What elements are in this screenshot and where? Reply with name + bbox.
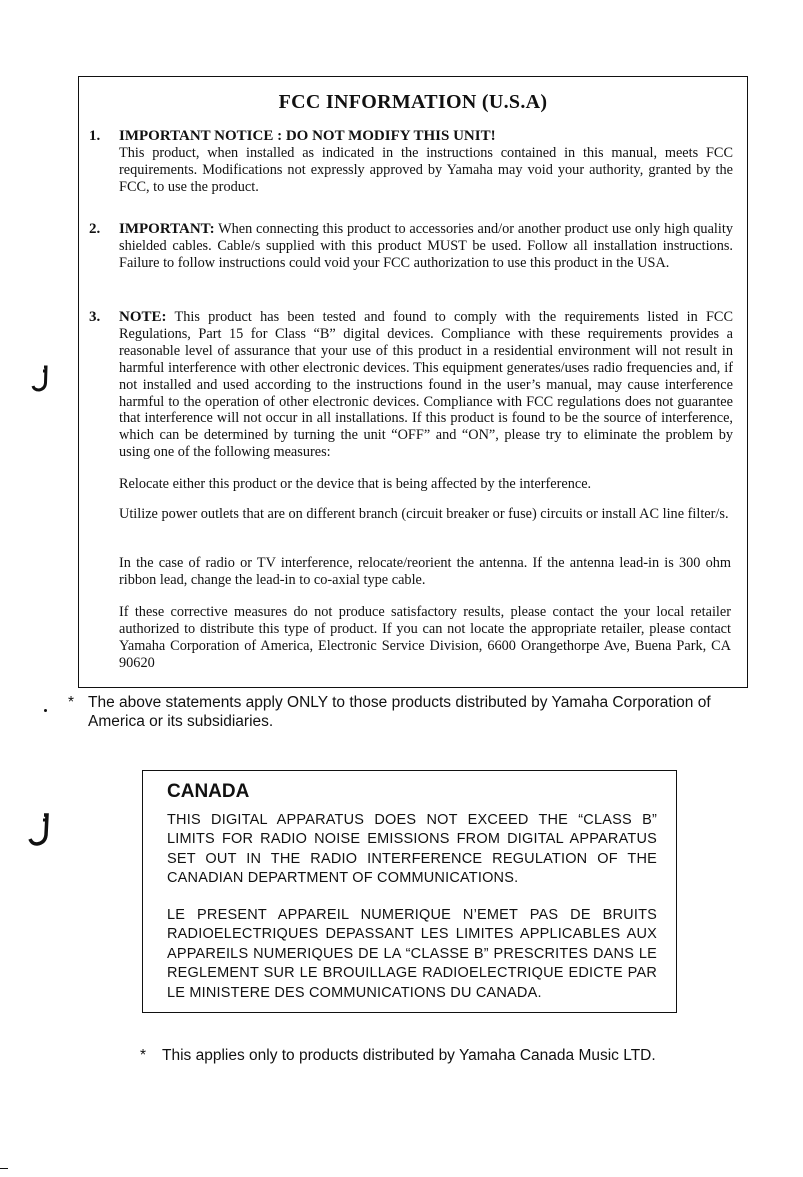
margin-check-mark-2 xyxy=(28,813,54,847)
item-heading: IMPORTANT NOTICE : DO NOT MODIFY THIS UNIT! xyxy=(119,128,496,144)
item-heading: IMPORTANT: xyxy=(119,221,215,237)
footnote-asterisk: * xyxy=(68,694,75,711)
item-text: This product, when installed as indicated in the instructions contained in this manual, meets FCC requirements. Modifications not expressly approved by Yamaha may void your authority, granted by the FCC, to use the product. xyxy=(119,144,733,195)
measure-relocate: Relocate either this product or the device that is being affected by the interference. xyxy=(119,476,592,492)
footnote-text: The above statements apply ONLY to those products distributed by Yamaha Corporation of America or its subsidiaries. xyxy=(88,694,711,730)
fcc-item-2 xyxy=(89,221,733,272)
canada-french-statement: LE PRESENT APPAREIL NUMERIQUE N’EMET PAS DE BRUITS RADIOELECTRIQUES DEPASSANT LES LIMITES APPLICABLES AUX APPAREILS NUMERIQUES DE LA “CLASSE B” PRESCRITES DANS LE REGLEMENT SUR LE BROUILLAGE RADIOELECTRIQUE EDICTE PAR LE MINISTERE DES COMMUNICATIONS DU CANADA. xyxy=(167,907,657,1001)
item-number: 2. xyxy=(89,221,101,237)
fcc-item-3 xyxy=(89,309,733,461)
measure-contact-retailer: If these corrective measures do not produce satisfactory results, please contact the your local retailer authorized to distribute this type of product. If you can not locate the appropriate retailer, please contact Yamaha Corporation of America, Electronic Service Division, 6600 Orangethorpe Ave, Buena Park, CA 90620 xyxy=(119,604,731,671)
canada-footnote xyxy=(140,1046,670,1065)
canada-english-statement: THIS DIGITAL APPARATUS DOES NOT EXCEED THE “CLASS B” LIMITS FOR RADIO NOISE EMISSIONS FROM DIGITAL APPARATUS SET OUT IN THE RADIO INTERFERENCE REGULATION OF THE CANADIAN DEPARTMENT OF COMMUNICATIONS. xyxy=(167,812,657,887)
canada-title: CANADA xyxy=(167,781,250,802)
fcc-title: FCC INFORMATION (U.S.A) xyxy=(278,91,548,113)
margin-dot xyxy=(44,709,47,712)
fcc-information-box xyxy=(78,76,748,688)
bottom-edge-mark xyxy=(0,1168,8,1169)
canada-box xyxy=(142,770,677,1013)
item-number: 1. xyxy=(89,128,101,144)
item-text: This product has been tested and found to comply with the requirements listed in FCC Regulations, Part 15 for Class “B” digital devices. Compliance with these requirements provides a reasonable level of assurance that your use of this product in a residential environment will not result in harmful interference with other electronic devices. This equipment generates/uses radio frequencies and, if not installed and used according to the instructions found in the user’s manual, may cause interference harmful to the operation of other electronic devices. Compliance with FCC regulations does not guarantee that interference will not occur in all installations. If this product is found to be the source of interference, which can be determined by turning the unit “OFF” and “ON”, please try to eliminate the problem by using one of the following measures: xyxy=(119,309,733,461)
footnote-asterisk: * xyxy=(140,1047,147,1064)
footnote-text: This applies only to products distributed by Yamaha Canada Music LTD. xyxy=(162,1047,656,1064)
item-number: 3. xyxy=(89,309,101,325)
fcc-footnote xyxy=(68,693,748,731)
item-text: When connecting this product to accessories and/or another product use only high quality shielded cables. Cable/s supplied with this product MUST be used. Follow all installation instructions. Failure to follow instructions could void your FCC authorization to use this product in the USA. xyxy=(119,221,733,271)
measure-antenna: In the case of radio or TV interference, relocate/reorient the antenna. If the antenna lead-in is 300 ohm ribbon lead, change the lead-in to co-axial type cable. xyxy=(119,555,731,588)
measure-power-outlets: Utilize power outlets that are on different branch (circuit breaker or fuse) circuits or install AC line filter/s. xyxy=(119,506,729,522)
fcc-item-1 xyxy=(89,128,733,196)
item-heading: NOTE: xyxy=(119,309,167,325)
margin-check-mark-1 xyxy=(30,365,52,393)
